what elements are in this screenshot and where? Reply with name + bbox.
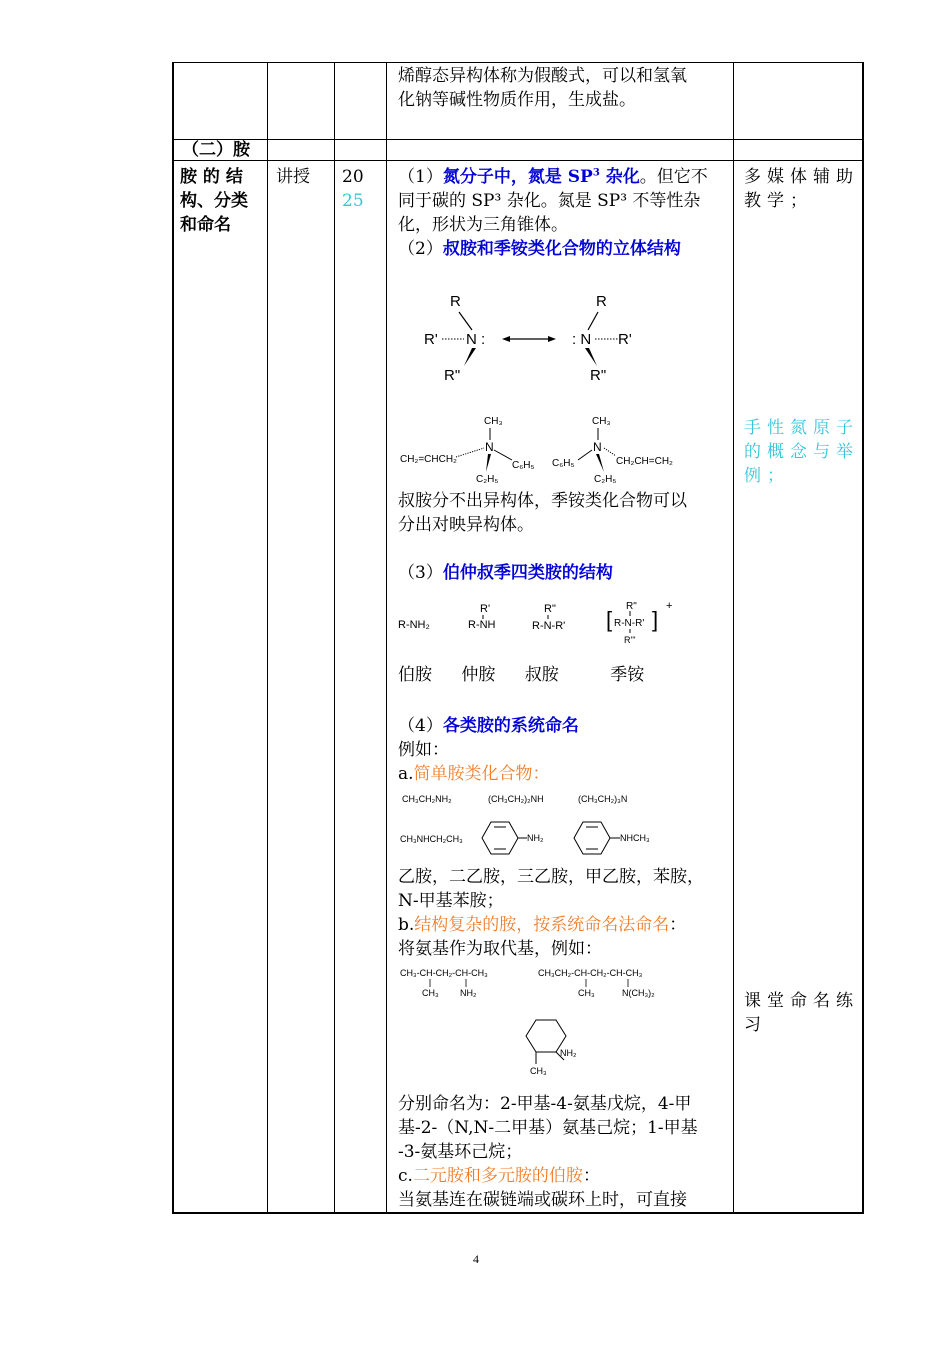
ethylamine-formula: CH₃CH₂NH₂ xyxy=(402,794,452,804)
row0-content xyxy=(398,64,728,112)
amine-name: 季铵 xyxy=(610,665,645,685)
resonance-arrow xyxy=(502,336,556,342)
text-line: 和命名 xyxy=(180,215,231,235)
quaternary-amine-bottom: R''' xyxy=(624,635,636,645)
diethylamine-formula: (CH₃CH₂)₂NH xyxy=(488,794,544,804)
lesson-plan-table xyxy=(172,62,864,1214)
label-r-prime: R' xyxy=(618,331,632,348)
point-1-line-2: 同于碳的 SP³ 杂化。氮是 SP³ 不等性杂 xyxy=(398,191,701,211)
text-line: -3-氨基环己烷； xyxy=(398,1142,523,1162)
tertiary-amine-top: R" xyxy=(544,603,556,615)
complex-amine-formulas xyxy=(400,968,655,1076)
cyclohexane-ch3: CH₃ xyxy=(530,1066,547,1076)
formula-1-nh2: NH₂ xyxy=(460,988,477,998)
text-line: 基-2-（N,N-二甲基）氨基己烷；1-甲基 xyxy=(398,1118,698,1138)
note-line: 手性氮原子 xyxy=(744,418,859,438)
label-ethyl: C₂H₅ xyxy=(594,474,617,485)
formula-1-main: CH₃-CH-CH₂-CH-CH₃ xyxy=(400,968,488,978)
note-line: 课堂命名练 xyxy=(744,991,859,1011)
subsection-a: a.简单胺类化合物： xyxy=(398,764,550,784)
note-line: 例； xyxy=(744,466,790,486)
topic-cell xyxy=(180,165,266,237)
amine-name: 仲胺 xyxy=(461,665,496,685)
aniline-structure xyxy=(482,822,544,854)
quaternary-amine-formula: R-N-R' xyxy=(614,618,645,629)
text-line: 构、分类 xyxy=(180,191,248,211)
table-border-top xyxy=(172,62,864,63)
left-chiral-amine xyxy=(400,416,535,485)
note-line: 的概念与举 xyxy=(744,442,859,462)
label-n: : N xyxy=(572,331,592,348)
text-line: 乙胺，二乙胺，三乙胺，甲乙胺，苯胺， xyxy=(398,867,704,887)
amine-classes-diagram xyxy=(396,597,726,657)
label-n: N : xyxy=(466,331,486,348)
notes-chiral-nitrogen xyxy=(744,416,860,488)
cyclohexane-structure xyxy=(526,1020,577,1076)
cyclohexane-nh2: NH₂ xyxy=(560,1048,577,1058)
amine-names-row xyxy=(398,663,738,687)
tertiary-amine-formula: R-N-R' xyxy=(532,620,566,632)
point-1-line-3: 化，形状为三角锥体。 xyxy=(398,215,568,235)
row-divider-2 xyxy=(172,160,864,161)
section-heading: （二）胺 xyxy=(182,140,250,160)
amine-name: 伯胺 xyxy=(398,665,432,685)
label-n: N xyxy=(593,440,602,454)
label-n: N xyxy=(485,440,494,454)
formula-1-ch3: CH₃ xyxy=(422,988,439,998)
amine-formulas xyxy=(398,600,672,645)
amine-name: 叔胺 xyxy=(524,665,559,685)
subsection-b: b.结构复杂的胺，按系统命名法命名： xyxy=(398,915,687,935)
note-line: 习 xyxy=(744,1015,767,1035)
complex-amines-diagram xyxy=(396,960,726,1090)
time-value: 20 xyxy=(342,167,364,187)
note-line: 多媒体辅助 xyxy=(744,167,859,187)
time-value: 25 xyxy=(342,191,364,211)
label-r-dprime: R" xyxy=(590,367,607,384)
secondary-amine-formula: R-NH xyxy=(468,619,496,631)
point-4-heading: （4）各类胺的系统命名 xyxy=(398,716,579,736)
bracket-right: ] xyxy=(652,607,659,632)
label-r-prime: R' xyxy=(424,331,438,348)
notes-multimedia xyxy=(744,165,860,213)
label-ch3: CH₃ xyxy=(484,416,503,427)
left-structure xyxy=(424,293,485,384)
right-chiral-amine xyxy=(552,416,673,485)
primary-amine-formula: R-NH₂ xyxy=(398,619,430,631)
time-cell xyxy=(342,165,364,213)
label-ch3: CH₃ xyxy=(592,416,611,427)
right-structure xyxy=(572,293,632,384)
column-divider-1 xyxy=(267,62,268,1214)
text-line: 叔胺分不出异构体，季铵类化合物可以 xyxy=(398,491,687,511)
formula-2-ch3: CH₃ xyxy=(578,988,595,998)
note-line: 教学； xyxy=(744,191,813,211)
point-3-heading: （3）伯仲叔季四类胺的结构 xyxy=(398,563,613,583)
example-label: 例如： xyxy=(398,740,449,760)
label-allyl: CH₂CH=CH₂ xyxy=(616,456,673,467)
content-cell-2 xyxy=(398,489,728,585)
triethylamine-formula: (CH₃CH₂)₃N xyxy=(578,794,628,804)
point-1-line-1: （1）氮分子中，氮是 $SP^3$ 杂化。但它不 xyxy=(398,167,708,187)
nitrogen-inversion-diagram xyxy=(402,290,722,390)
quaternary-amine-top: R" xyxy=(626,601,637,612)
label-phenyl: C₆H₅ xyxy=(512,460,535,471)
n-methylaniline-nhch3: NHCH₃ xyxy=(620,833,650,843)
label-ethyl: C₂H₅ xyxy=(476,474,499,485)
bracket-left: [ xyxy=(606,607,613,632)
simple-amines-diagram xyxy=(396,786,726,862)
label-r: R xyxy=(450,293,461,310)
column-divider-4 xyxy=(733,62,734,1214)
column-divider-2 xyxy=(334,62,335,1214)
text-line: 当氨基连在碳链端或碳环上时，可直接 xyxy=(398,1190,687,1210)
label-phenyl: C₆H₅ xyxy=(552,458,575,469)
aniline-nh2: NH₂ xyxy=(527,833,544,843)
content-cell-3 xyxy=(398,714,728,786)
secondary-amine-top: R' xyxy=(480,603,491,615)
text-line: 胺 的 结 xyxy=(180,167,243,187)
method-cell: 讲授 xyxy=(276,167,310,187)
text-line: 分别命名为：2-甲基-4-氨基戊烷，4-甲 xyxy=(398,1094,692,1114)
text-line: 烯醇态异构体称为假酸式，可以和氢氧 xyxy=(398,66,687,86)
formula-2-nme2: N(CH₃)₂ xyxy=(622,988,655,998)
label-r: R xyxy=(596,293,607,310)
label-r-dprime: R" xyxy=(444,367,461,384)
text-line: N-甲基苯胺； xyxy=(398,891,504,911)
row-divider-1 xyxy=(172,139,864,140)
charge-symbol: + xyxy=(666,600,673,612)
formula-2-main: CH₃CH₂-CH-CH₂-CH-CH₃ xyxy=(538,968,643,978)
simple-amine-formulas xyxy=(400,794,650,854)
table-border-right xyxy=(862,62,864,1214)
page-number: 4 xyxy=(473,1252,479,1266)
n-methylaniline-structure xyxy=(574,822,650,854)
methylethylamine-formula: CH₃NHCH₂CH₃ xyxy=(400,834,463,844)
column-divider-3 xyxy=(386,62,387,1214)
notes-naming-practice xyxy=(744,989,860,1037)
table-border-left xyxy=(172,62,174,1214)
point-2-heading: （2）叔胺和季铵类化合物的立体结构 xyxy=(398,239,681,259)
subsection-c: c.二元胺和多元胺的伯胺： xyxy=(398,1166,600,1186)
content-cell-4 xyxy=(398,865,734,961)
content-cell xyxy=(398,165,728,261)
label-allyl: CH₂=CHCH₂ xyxy=(400,454,457,465)
text-line: 分出对映异构体。 xyxy=(398,515,534,535)
content-cell-5 xyxy=(398,1092,734,1212)
text-line: 将氨基作为取代基，例如： xyxy=(398,939,602,959)
text-line: 化钠等碱性物质作用，生成盐。 xyxy=(398,90,636,110)
chiral-amine-structures xyxy=(396,410,726,490)
table-border-bottom xyxy=(172,1212,864,1214)
